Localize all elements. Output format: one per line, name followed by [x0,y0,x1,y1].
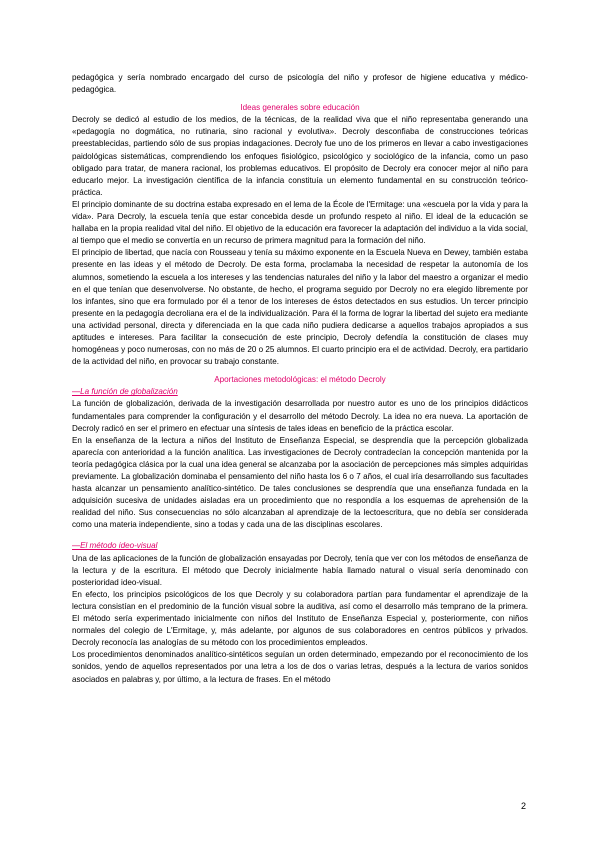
page-number: 2 [520,801,526,811]
paragraph: En la enseñanza de la lectura a niños del Instituto de Enseñanza Especial, se desprendía que la percepción globalizada aparecía con anterioridad a la función analítica. Las investigaciones de Decroly contradecían la concepción mantenida por la teoría pedagógica clásica por la cual una idea general se alcanzaba por la asociación de percepciones más simples adquiridas previamente. La globalización dominaba el pensamiento del niño hasta los 6 o 7 años, el cual iría desarrollando sus facultades hasta alcanzar un pensamiento analítico-sintético. De tales conclusiones se desprendía que una enseñanza fundada en la adquisición sucesiva de unidades aisladas era un procedimiento que no respondía a los esquemas de aprehensión de la realidad del niño. Sus consecuencias no sólo alcanzaban al aprendizaje de la lectoescritura, que no debía ser considerada como una materia independiente, sino a todas y cada una de las disciplinas escolares. [72,435,528,530]
paragraph: Los procedimientos denominados analítico-sintéticos seguían un orden determinado, empezando por el reconocimiento de los sonidos, yendo de aquellos representados por una letra a los de dos o varias letras, después a la lectura de varios sonidos asociados en palabras y, por último, a la lectura de frases. En el método [72,650,528,684]
continuation-paragraph: pedagógica y sería nombrado encargado del curso de psicología del niño y profesor de higiene educativa y médico-pedagógica. [72,73,528,95]
section-heading-ideas-generales: Ideas generales sobre educación [240,103,360,113]
paragraph: Una de las aplicaciones de la función de globalización ensayadas por Decroly, tenía que ver con los métodos de enseñanza de la lectura y de la escritura. El método que Decroly inicialmente había llamado natural o visual sería denominado con posterioridad ideo-visual. [72,553,528,587]
paragraph: En efecto, los principios psicológicos de los que Decroly y su colaboradora partían para fundamentar el aprendizaje de la lectura consistían en el predominio de la función visual sobre la auditiva, así como el desarrollo más temprano de la primera. El método sería experimentado inicialmente con niños del Instituto de Enseñanza Especial y, posteriormente, con niños normales del colegio de L'Ermitage, y, más adelante, por algunos de sus colaboradores en centros públicos y privados. Decroly reconocía las analogías de su método con los procedimientos empleados. [72,589,528,648]
document-body [72,72,528,686]
paragraph: La función de globalización, derivada de la investigación desarrollada por nuestro autor es uno de los principios didácticos fundamentales para comprender la configuración y el desarrollo del método Decroly. La idea no era nueva. La aportación de Decroly radicó en ser el primero en efectuar una síntesis de tales ideas en beneficio de la práctica escolar. [72,399,528,433]
subheading-globalizacion: —La función de globalización [72,387,178,397]
subheading-ideo-visual: —El método ideo-visual [72,541,158,551]
paragraph: El principio de libertad, que nacía con Rousseau y tenía su máximo exponente en la Escuela Nueva en Dewey, también estaba presente en las ideas y el método de Decroly. De esta forma, proclamaba la necesidad de respetar la autonomía de los alumnos, sometiendo la escuela a los intereses y las tendencias naturales del niño y la labor del maestro a organizar el medio en el que tenían que desenvolverse. No obstante, de hecho, el programa seguido por Decroly no era elegido libremente por los infantes, sino que era formulado por él a tenor de los intereses de éstos detectados en sus estudios. Un tercer principio presente en la pedagogía decroliana era el de la individualización. Para él la forma de lograr la libertad del sujeto era mediante una actividad personal, directa y diferenciada en la que cada niño pudiera dedicarse a aquellos trabajos apropiados a sus aptitudes e intereses. Para facilitar la consecución de este principio, Decroly defendía la constitución de clases muy homogéneas y poco numerosas, con no más de 20 o 25 alumnos. El cuarto principio era el de actividad. Decroly, era partidario de la actividad del niño, en provocar su trabajo constante. [72,248,528,367]
section-heading-aportaciones: Aportaciones metodológicas: el método Decroly [214,375,386,385]
paragraph: El principio dominante de su doctrina estaba expresado en el lema de la École de l'Ermitage: una «escuela por la vida y para la vida». Para Decroly, la escuela tenía que estar concebida desde un profundo respeto al niño. El ideal de la educación se hallaba en la propia realidad vital del niño. El objetivo de la educación era favorecer la adaptación del individuo a la vida social, al tiempo que el medio se convertía en un recurso de primera magnitud para la formación del niño. [72,199,528,246]
paragraph: Decroly se dedicó al estudio de los medios, de la técnicas, de la realidad viva que el niño representaba generando una «pedagogía no dogmática, no rutinaria, sino racional y evolutiva». Decroly desconfiaba de construcciones teóricas preestablecidas, partiendo sólo de sus propias indagaciones. Decroly fue uno de los primeros en llevar a cabo investigaciones paidológicas sistemáticas, comprendiendo los enfoques fisiológico, psicológico y sociológico de la infancia, como un paso obligado para tratar, de manera racional, los problemas educativos. El propósito de Decroly era conocer mejor al niño para educarlo mejor. La investigación científica de la infancia constituía un elemento fundamental en su construcción teórico-práctica. [72,115,528,197]
